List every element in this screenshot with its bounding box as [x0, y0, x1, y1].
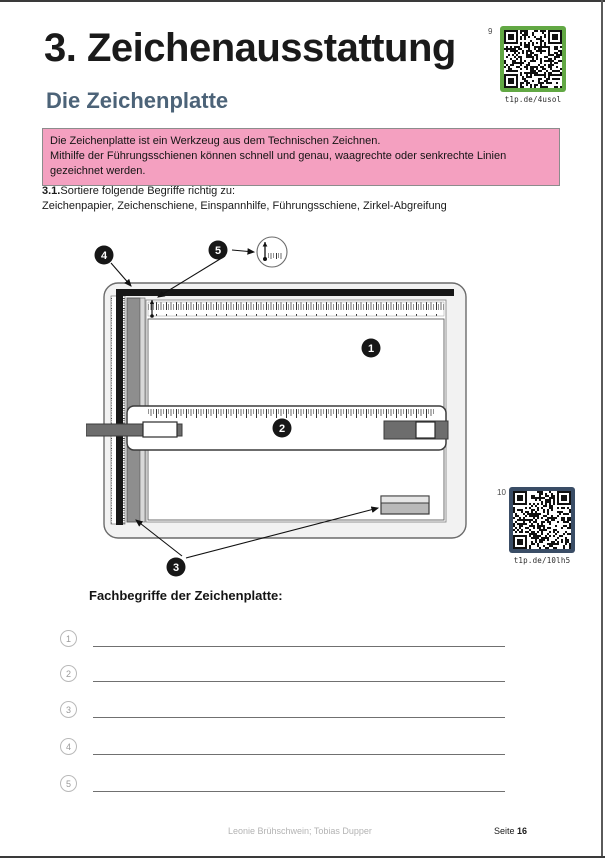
answer-number-1: 1: [60, 630, 77, 647]
info-box-line-3: gezeichnet werden.: [50, 165, 146, 177]
left-guide-rail: [116, 289, 123, 525]
qr-code-10-superscript: 10: [497, 488, 506, 497]
marker-1-group: [362, 339, 381, 358]
answer-number-3: 3: [60, 701, 77, 718]
task-terms: Zeichenpapier, Zeichenschiene, Einspannhilfe, Führungsschiene, Zirkel-Abgreifung: [42, 200, 447, 212]
footer-page-number: 16: [517, 826, 528, 836]
marker-1-label: 1: [367, 343, 375, 355]
answer-input-line-1[interactable]: [93, 646, 505, 647]
clamp-device: [381, 496, 429, 514]
qr-code-9-caption: t1p.de/4usol: [504, 95, 562, 104]
qr-code-9-block[interactable]: [488, 26, 566, 104]
marker-2-label: 2: [278, 423, 286, 435]
footer-authors: Leonie Brühschwein; Tobias Dupper: [228, 826, 372, 836]
qr-code-10-image[interactable]: [513, 491, 571, 549]
top-guide-rail: [116, 289, 454, 296]
footer-page-label: Seite: [494, 826, 515, 836]
answer-input-line-5[interactable]: [93, 791, 505, 792]
qr-code-10-caption: t1p.de/10lh5: [513, 556, 571, 565]
qr-code-9-image[interactable]: [504, 30, 562, 88]
page-title: 3. Zeichenausstattung: [44, 26, 456, 70]
marker-3-label: 3: [172, 562, 180, 574]
task-instruction-line: [42, 184, 562, 199]
page-border-right: [601, 0, 603, 858]
answer-row-5[interactable]: [60, 775, 510, 801]
task-block: [42, 184, 562, 214]
answer-number-5: 5: [60, 775, 77, 792]
page-border-top: [0, 0, 605, 2]
info-box: [42, 128, 560, 186]
qr-code-10-frame[interactable]: [509, 487, 575, 553]
footer-page: [494, 826, 527, 836]
marker-2-group: [273, 419, 292, 438]
page-subtitle: Die Zeichenplatte: [46, 88, 229, 113]
answer-input-line-2[interactable]: [93, 681, 505, 682]
marker-5-label: 5: [214, 245, 222, 257]
info-box-line-1: Die Zeichenplatte ist ein Werkzeug aus dem Technischen Zeichnen.: [50, 135, 381, 147]
answer-number-2: 2: [60, 665, 77, 682]
answer-row-1[interactable]: [60, 630, 510, 656]
drawing-straightedge: [86, 406, 448, 450]
detail-magnifier: [257, 237, 287, 267]
answer-input-line-4[interactable]: [93, 754, 505, 755]
drawing-board-figure: [86, 228, 486, 583]
marker-4-group: [95, 246, 132, 287]
task-instruction: Sortiere folgende Begriffe richtig zu:: [60, 185, 236, 197]
qr-code-9-frame[interactable]: [500, 26, 566, 92]
task-number: 3.1.: [42, 185, 61, 197]
qr-code-10-block[interactable]: [497, 487, 575, 565]
top-ruler-strip: [148, 302, 444, 316]
answer-input-line-3[interactable]: [93, 717, 505, 718]
answer-row-2[interactable]: [60, 665, 510, 691]
answers-heading: Fachbegriffe der Zeichenplatte:: [89, 588, 283, 603]
answer-row-4[interactable]: [60, 738, 510, 764]
info-box-line-2: Mithilfe der Führungsschienen können schnell und genau, waagrechte oder senkrechte Linien: [50, 150, 507, 162]
qr-code-9-superscript: 9: [488, 27, 493, 36]
answer-row-3[interactable]: [60, 701, 510, 727]
answer-number-4: 4: [60, 738, 77, 755]
marker-4-label: 4: [100, 250, 108, 262]
